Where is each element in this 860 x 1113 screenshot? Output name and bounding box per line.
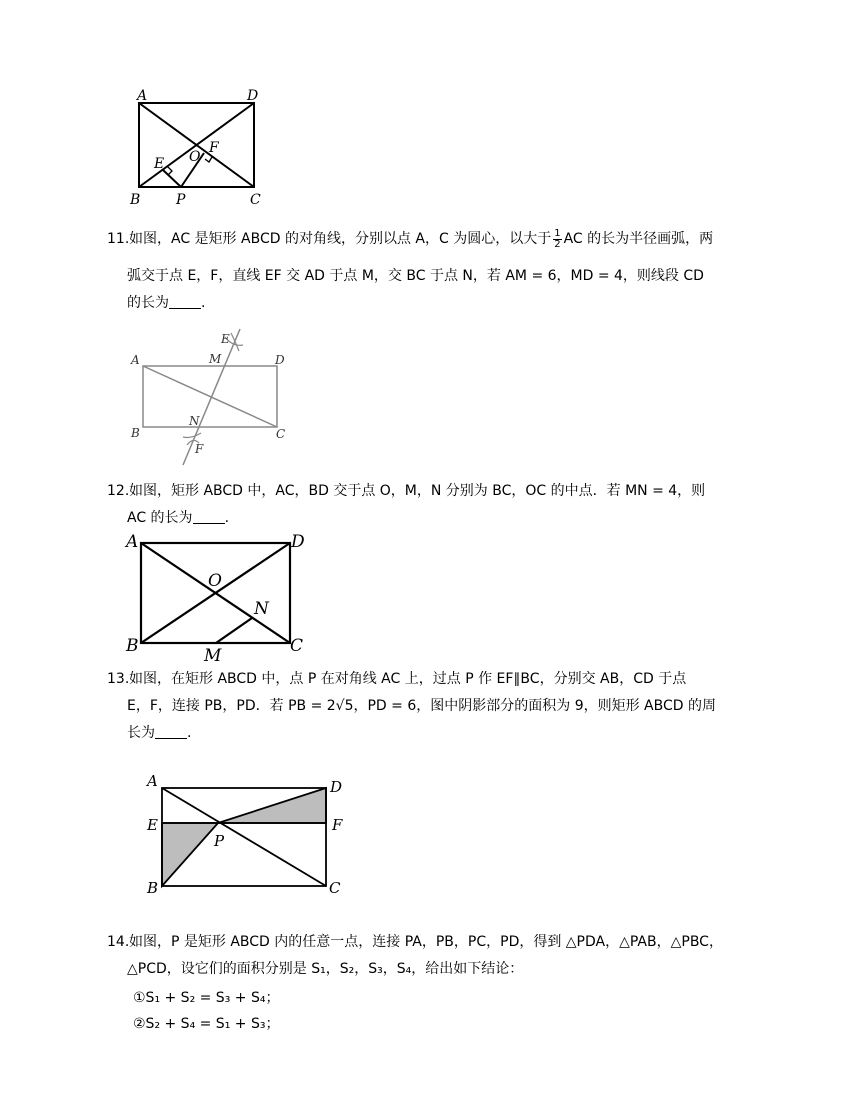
label-n: N	[254, 599, 269, 619]
label-o: O	[208, 571, 222, 591]
label-d: D	[330, 778, 343, 796]
arc-f1	[183, 433, 201, 438]
label-m: M	[209, 352, 222, 366]
question-number: 11.	[107, 231, 130, 247]
label-c: C	[290, 636, 304, 656]
question-text: 如图，矩形 ABCD 中，AC，BD 交于点 O，M，N 分别为 BC，OC 的中点．若 MN = 4，则	[129, 483, 706, 499]
figure-q13	[140, 770, 360, 900]
label-b: B	[147, 879, 159, 897]
answer-blank[interactable]	[169, 294, 201, 309]
label-p: P	[214, 832, 225, 850]
question-number: 14.	[107, 934, 130, 950]
label-c: C	[329, 879, 341, 897]
label-e: E	[221, 332, 230, 346]
label-p: P	[176, 192, 186, 208]
question-text: 弧交于点 E，F，直线 EF 交 AD 于点 M，交 BC 于点 N，若 AM = 6，MD = 4，则线段 CD	[127, 268, 704, 284]
question-text: 如图，AC 是矩形 ABCD 的对角线，分别以点 A，C 为圆心，以大于	[129, 231, 552, 247]
figure-q11	[125, 325, 305, 470]
diagonal-ac	[143, 366, 277, 427]
label-f: F	[332, 816, 343, 834]
label-a: A	[126, 532, 139, 552]
label-c: C	[276, 427, 286, 441]
label-e: E	[147, 816, 158, 834]
label-d: D	[275, 353, 285, 367]
answer-blank[interactable]	[193, 509, 225, 524]
answer-blank[interactable]	[155, 724, 187, 739]
figure-q10	[125, 86, 275, 210]
label-e: E	[154, 156, 165, 172]
line-ef	[183, 329, 240, 465]
question-14	[107, 929, 767, 983]
question-13: 13.如图，在矩形 ABCD 中，点 P 在对角线 AC 上，过点 P 作 EF∥BC，分别交 AB，CD 于点 E，F，连接 PB，PD．若 PB = 2√5，PD = 6，图中阴影部分的面积为 9，则矩形 ABCD 的周 长为 .	[107, 666, 767, 747]
fraction-one-half: $\frac{1}{2}$	[554, 227, 561, 250]
label-b: B	[126, 636, 139, 656]
label-m: M	[204, 646, 222, 666]
label-b: B	[130, 192, 141, 208]
label-b: B	[131, 426, 140, 440]
label-d: D	[291, 532, 305, 552]
label-f: F	[209, 140, 219, 156]
question-12: 12.如图，矩形 ABCD 中，AC，BD 交于点 O，M，N 分别为 BC，OC 的中点．若 MN = 4，则 AC 的长为 .	[107, 478, 767, 532]
label-f: F	[195, 442, 204, 456]
label-d: D	[247, 88, 259, 104]
segment-pe	[163, 170, 181, 187]
question-text: AC 的长为	[127, 510, 193, 526]
question-text: E，F，连接 PB，PD．若 PB = 2√5，PD = 6，图中阴影部分的面积为 9，则矩形 ABCD 的周	[127, 698, 716, 714]
question-text: 的长为	[127, 295, 169, 311]
label-n: N	[189, 414, 200, 428]
label-o: O	[189, 149, 201, 165]
question-11: 11.如图，AC 是矩形 ABCD 的对角线，分别以点 A，C 为圆心，以大于 $\frac{1}{2}$ AC 的长为半径画弧，两 弧交于点 E，F，直线 EF 交 AD 于点 M，交 BC 于点 N，若 AM = 6，MD = 4，则线段 CD 的长为 .	[107, 227, 714, 311]
shaded-triangle-pdf	[218, 788, 326, 823]
conclusion-2: ②S₂ + S₄ = S₁ + S₃；	[133, 1016, 280, 1032]
label-a: A	[137, 88, 148, 104]
label-a: A	[131, 353, 140, 367]
shaded-triangle-ebp	[162, 823, 218, 886]
question-number: 13.	[107, 671, 130, 687]
question-text: 长为	[127, 725, 155, 741]
label-a: A	[147, 772, 158, 790]
label-c: C	[250, 192, 261, 208]
question-text: 如图，P 是矩形 ABCD 内的任意一点，连接 PA，PB，PC，PD，得到 △PDA，△PAB，△PBC，	[129, 934, 723, 950]
question-text: 如图，在矩形 ABCD 中，点 P 在对角线 AC 上，过点 P 作 EF∥BC，分别交 AB，CD 于点	[129, 671, 687, 687]
conclusion-1: ①S₁ + S₂ = S₃ + S₄；	[133, 990, 280, 1006]
segment-mn	[216, 618, 252, 643]
question-number: 12.	[107, 483, 130, 499]
question-text: △PCD，设它们的面积分别是 S₁，S₂，S₃，S₄，给出如下结论：	[127, 961, 524, 977]
question-text: AC 的长为半径画弧，两	[563, 231, 714, 247]
figure-q12	[120, 528, 320, 668]
right-angle-mark-f	[205, 157, 212, 162]
